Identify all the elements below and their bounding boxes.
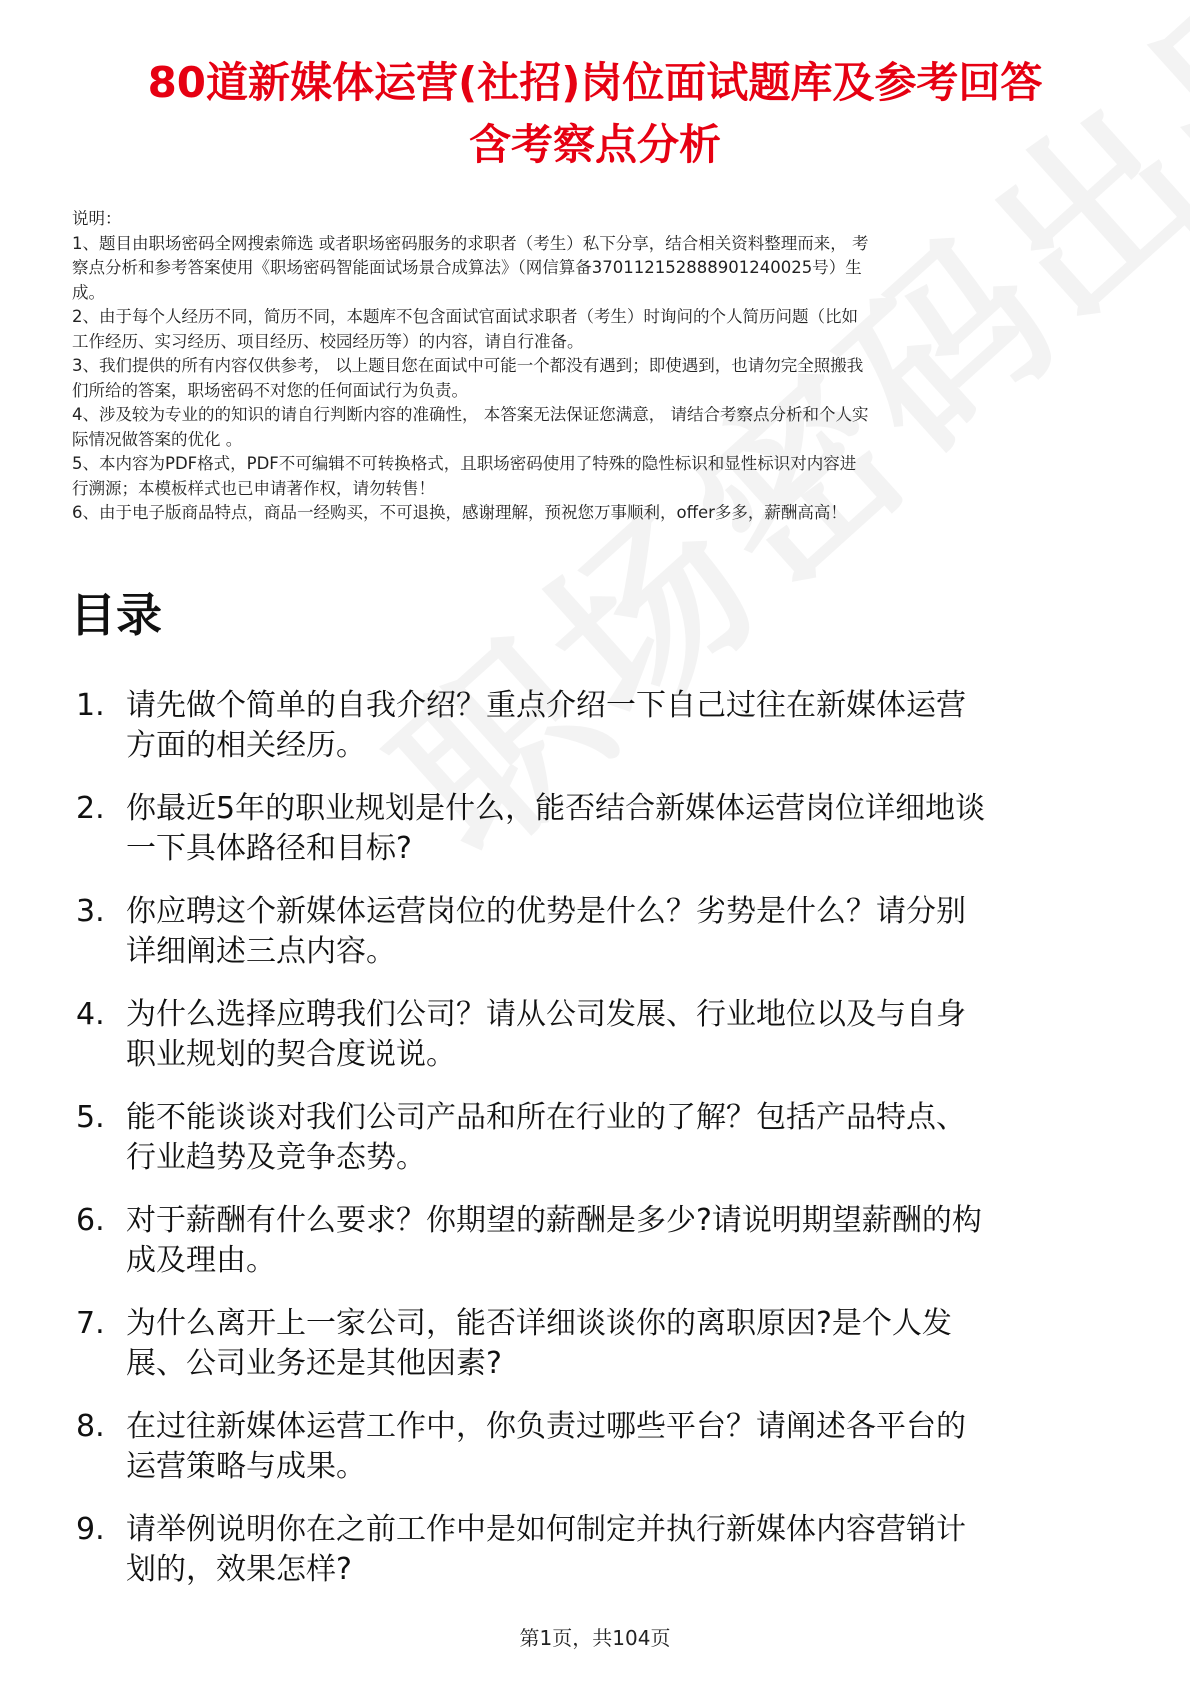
question-item[interactable] xyxy=(70,995,1130,1098)
question-text xyxy=(126,995,1130,1075)
document-title xyxy=(60,52,1130,176)
question-item[interactable] xyxy=(70,1098,1130,1201)
instruction-line: 4、涉及较为专业的的知识的请自行判断内容的准确性， 本答案无法保证您满意， 请结合考察点分析和个人实 xyxy=(72,405,869,424)
question-item[interactable] xyxy=(70,1304,1130,1407)
question-item[interactable] xyxy=(70,789,1130,892)
question-text-line: 请举例说明你在之前工作中是如何制定并执行新媒体内容营销计 xyxy=(126,1512,966,1547)
instruction-line: 2、由于每个人经历不同，简历不同，本题库不包含面试官面试求职者（考生）时询问的个人简历问题（比如 xyxy=(72,307,858,326)
question-item[interactable] xyxy=(70,1407,1130,1510)
question-text xyxy=(126,1201,1130,1281)
question-text-line: 在过往新媒体运营工作中，你负责过哪些平台？请阐述各平台的 xyxy=(126,1409,966,1444)
instruction-line: 1、题目由职场密码全网搜索筛选 或者职场密码服务的求职者（考生）私下分享，结合相关资料整理而来， 考 xyxy=(72,233,869,253)
question-text-line: 能不能谈谈对我们公司产品和所在行业的了解？包括产品特点、 xyxy=(126,1100,966,1135)
question-text-line: 对于薪酬有什么要求？你期望的薪酬是多少?请说明期望薪酬的构 xyxy=(126,1203,982,1238)
question-text xyxy=(126,892,1130,972)
instruction-line: 行溯源；本模板样式也已申请著作权，请勿转售！ xyxy=(72,478,435,498)
question-text-line: 为什么离开上一家公司，能否详细谈谈你的离职原因?是个人发 xyxy=(126,1306,952,1341)
question-item[interactable] xyxy=(70,892,1130,995)
question-text-line: 一下具体路径和目标? xyxy=(126,831,412,866)
question-text xyxy=(126,1304,1130,1384)
question-number: 8. xyxy=(76,1409,105,1444)
question-number: 4. xyxy=(76,997,105,1032)
instruction-line: 6、由于电子版商品特点，商品一经购买，不可退换，感谢理解，预祝您万事顺利，offer多多，薪酬高高！ xyxy=(72,503,847,522)
question-text-line: 职业规划的契合度说说。 xyxy=(126,1037,456,1072)
question-text-line: 方面的相关经历。 xyxy=(126,728,366,763)
question-text-line: 划的，效果怎样? xyxy=(126,1552,352,1587)
question-text xyxy=(126,789,1130,869)
instructions-section xyxy=(72,207,1122,526)
question-number: 3. xyxy=(76,894,105,929)
question-text-line: 运营策略与成果。 xyxy=(126,1449,366,1484)
question-item[interactable] xyxy=(70,1510,1130,1613)
instruction-line: 成。 xyxy=(72,282,105,302)
question-text-line: 详细阐述三点内容。 xyxy=(126,934,396,969)
instruction-line: 工作经历、实习经历、项目经历、校园经历等）的内容，请自行准备。 xyxy=(72,331,584,351)
instructions-heading: 说明： xyxy=(72,209,122,228)
question-text-line: 行业趋势及竞争态势。 xyxy=(126,1140,426,1175)
instruction-line: 际情况做答案的优化 。 xyxy=(72,429,243,449)
question-item[interactable] xyxy=(70,686,1130,789)
question-number: 6. xyxy=(76,1203,105,1238)
question-number: 5. xyxy=(76,1100,105,1135)
question-number: 9. xyxy=(76,1512,105,1547)
question-text-line: 为什么选择应聘我们公司？请从公司发展、行业地位以及与自身 xyxy=(126,997,966,1032)
question-number: 2. xyxy=(76,791,105,826)
question-list xyxy=(70,686,1130,1613)
question-text-line: 你最近5年的职业规划是什么，能否结合新媒体运营岗位详细地谈 xyxy=(126,791,986,826)
question-number: 1. xyxy=(76,688,105,723)
question-text-line: 请先做个简单的自我介绍？重点介绍一下自己过往在新媒体运营 xyxy=(126,688,966,723)
question-text-line: 展、公司业务还是其他因素? xyxy=(126,1346,502,1381)
document-title-line-1: 80道新媒体运营(社招)岗位面试题库及参考回答 xyxy=(147,58,1043,107)
page-number: 第1页，共104页 xyxy=(519,1626,671,1650)
question-number: 7. xyxy=(76,1306,105,1341)
question-text xyxy=(126,1510,1130,1590)
question-text-line: 成及理由。 xyxy=(126,1243,276,1278)
question-text xyxy=(126,1407,1130,1487)
question-text-line: 你应聘这个新媒体运营岗位的优势是什么？劣势是什么？请分别 xyxy=(126,894,966,929)
question-text xyxy=(126,1098,1130,1178)
instruction-line: 们所给的答案，职场密码不对您的任何面试行为负责。 xyxy=(72,380,468,400)
instruction-line: 3、我们提供的所有内容仅供参考， 以上题目您在面试中可能一个都没有遇到；即使遇到，也请勿完全照搬我 xyxy=(72,356,864,375)
instruction-line: 察点分析和参考答案使用《职场密码智能面试场景合成算法》（网信算备370112152888901240025号）生 xyxy=(72,258,862,277)
document-title-line-2: 含考察点分析 xyxy=(468,120,721,169)
instruction-line: 5、本内容为PDF格式，PDF不可编辑不可转换格式，且职场密码使用了特殊的隐性标识和显性标识对内容进 xyxy=(72,454,857,473)
toc-heading: 目录 xyxy=(70,588,162,642)
question-text xyxy=(126,686,1130,766)
question-item[interactable] xyxy=(70,1201,1130,1304)
